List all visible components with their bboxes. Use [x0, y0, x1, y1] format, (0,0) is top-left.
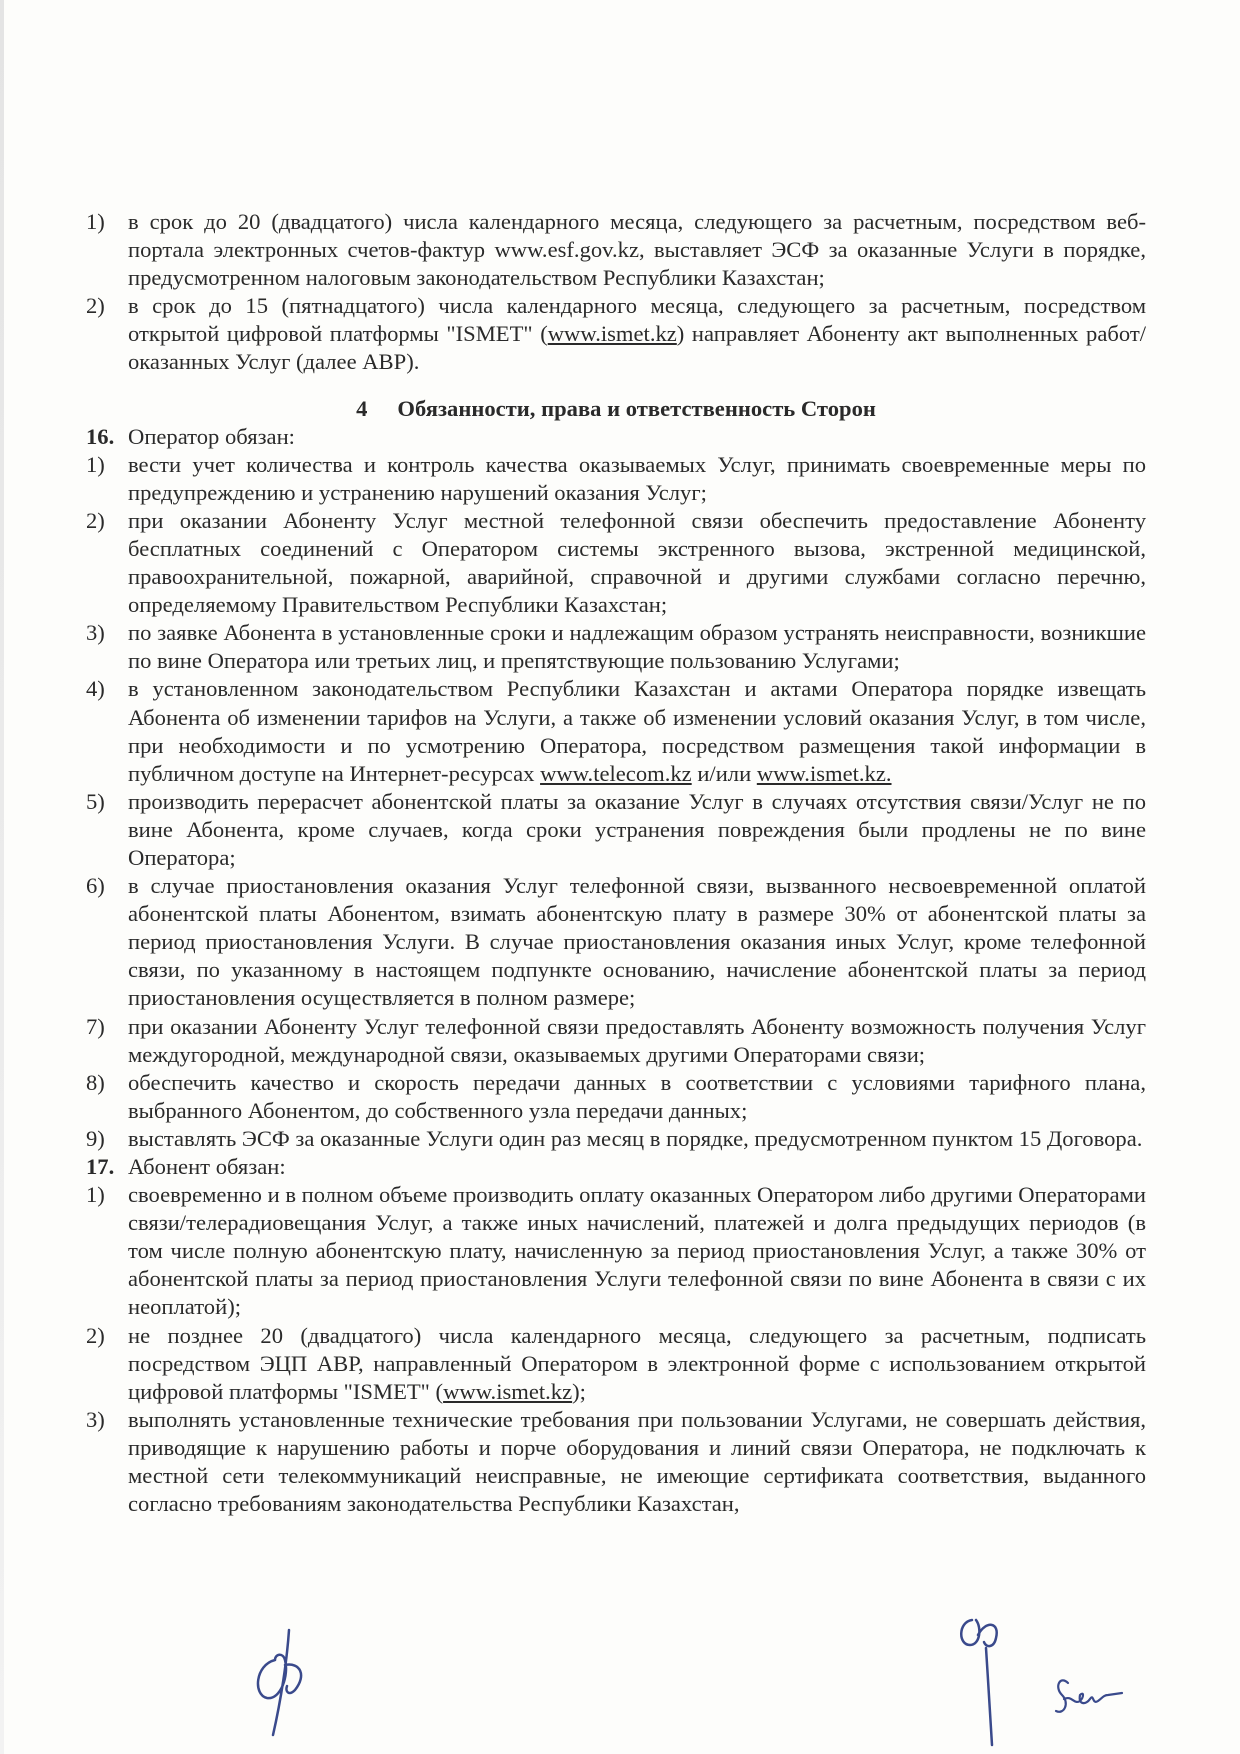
item-text-before: не позднее 20 (двадцатого) числа календарного месяца, следующего за расчетным, подписать посредством ЭЦП АВР, направленный Оператором в электронной форме с использованием открытой цифровой платформы "ISMET" ( [128, 1322, 1146, 1404]
document-page [86, 208, 1146, 1518]
item-text: выполнять установленные технические требования при пользовании Услугами, не совершать действия, приводящие к нарушению работы и порче оборудования и линий связи Оператора, не подключать к местной сети телекоммуникаций неисправные, не имеющие сертификата соответствия, выданного согласно требованиям законодательства Республики Казахстан, [128, 1406, 1146, 1517]
telecom-link[interactable]: www.telecom.kz [540, 760, 692, 786]
signature-right-2-icon [1050, 1665, 1130, 1725]
item-text-after: ); [572, 1378, 586, 1404]
clause-title: Абонент обязан: [128, 1154, 286, 1179]
item-text: в случае приостановления оказания Услуг телефонной связи, вызванного несвоевременной оплатой абонентской платы Абонентом, взимать абонентскую плату в размере 30% от абонентской платы за период приостановления Услуги. В случае приостановления оказания иных Услуг, кроме телефонной связи, по указанному в настоящем подпункте основанию, начисление абонентской платы за период приостановления осуществляется в полном размере; [128, 873, 1146, 1011]
clause-title: Оператор обязан: [128, 423, 295, 449]
clause-16-item-9 [86, 1125, 1146, 1153]
item-number: 8) [86, 1069, 105, 1095]
clause-16-title [86, 423, 1146, 451]
clause-16-item-8 [86, 1069, 1146, 1125]
item-number: 5) [86, 788, 105, 814]
item-text-after: ) направляет Абоненту акт выполненных работ/оказанных Услуг (далее АВР). [128, 321, 1146, 375]
clause-17-item-3 [86, 1406, 1146, 1518]
clause-16-item-6 [86, 872, 1146, 1012]
item-number: 1) [86, 451, 105, 477]
item-number: 6) [86, 873, 105, 899]
item-text [128, 1322, 1146, 1406]
item-text: производить перерасчет абонентской платы за оказание Услуг в случаях отсутствия связи/Услуг не по вине Абонента, кроме случаев, когда сроки устранения повреждения были продлены не по вине Оператора; [128, 788, 1146, 870]
clause-17-item-1 [86, 1181, 1146, 1321]
signature-right-1-icon [950, 1600, 1020, 1750]
item-number: 2) [86, 507, 105, 533]
top-item-2 [86, 292, 1146, 376]
item-number: 2) [86, 1322, 105, 1348]
clause-16-item-5 [86, 788, 1146, 872]
item-number: 1) [86, 1182, 105, 1208]
section-heading [86, 395, 1146, 423]
item-text: своевременно и в полном объеме производить оплату оказанных Оператором либо другими Операторами связи/телерадиовещания Услуг, а также иных начислений, платежей и долга предыдущих периодов (в том числе полную абонентскую плату, начисленную за период приостановления Услуг, а также 30% от абонентской платы за период приостановления Услуги телефонной связи по вине Абонента в связи с их неоплатой); [128, 1182, 1146, 1320]
clause-number: 16. [86, 423, 115, 449]
item-text: по заявке Абонента в установленные сроки и надлежащим образом устранять неисправности, возникшие по вине Оператора или третьих лиц, и препятствующие пользованию Услугами; [128, 620, 1146, 674]
item-text: вести учет количества и контроль качества оказываемых Услуг, принимать своевременные меры по предупреждению и устранению нарушений оказания Услуг; [128, 451, 1146, 505]
item-number: 2) [86, 293, 105, 319]
top-item-1 [86, 208, 1146, 292]
clause-17-title [86, 1153, 1146, 1181]
item-number: 3) [86, 620, 105, 646]
item-text [128, 292, 1146, 376]
clause-16-item-1 [86, 451, 1146, 507]
signature-left-icon [245, 1620, 325, 1740]
clause-16-item-7 [86, 1013, 1146, 1069]
ismet-link[interactable]: www.ismet.kz [443, 1378, 573, 1404]
item-text: при оказании Абоненту Услуг местной телефонной связи обеспечить предоставление Абоненту бесплатных соединений с Оператором системы экстренного вызова, экстренной медицинской, правоохранительной, пожарной, аварийной, справочной и другими службами согласно перечню, определяемому Правительством Республики Казахстан; [128, 507, 1146, 618]
item-number: 4) [86, 676, 105, 702]
item-text: выставлять ЭСФ за оказанные Услуги один раз месяц в порядке, предусмотренном пунктом 15 Договора. [128, 1125, 1143, 1151]
clause-16-item-3 [86, 619, 1146, 675]
item-text-middle: и/или [691, 760, 757, 786]
clause-number: 17. [86, 1154, 115, 1179]
item-text [128, 675, 1146, 787]
item-text: обеспечить качество и скорость передачи данных в соответствии с условиями тарифного плана, выбранного Абонентом, до собственного узла передачи данных; [128, 1069, 1146, 1123]
item-number: 3) [86, 1406, 105, 1432]
clause-16-item-4 [86, 675, 1146, 787]
item-number: 1) [86, 209, 105, 234]
section-title: Обязанности, права и ответственность Сторон [397, 395, 876, 421]
ismet-link[interactable]: www.ismet.kz [547, 321, 677, 347]
section-number: 4 [356, 395, 368, 421]
scan-edge [0, 0, 4, 1754]
item-text-before: в срок до 15 (пятнадцатого) числа календарного месяца, следующего за расчетным, посредством открытой цифровой платформы "ISMET" ( [128, 293, 1146, 347]
clause-16-item-2 [86, 507, 1146, 619]
item-number: 7) [86, 1013, 105, 1039]
item-number: 9) [86, 1125, 105, 1151]
ismet-link[interactable]: www.ismet.kz. [756, 760, 892, 786]
item-text: в срок до 20 (двадцатого) числа календарного месяца, следующего за расчетным, посредством веб-портала электронных счетов-фактур www.esf.gov.kz, выставляет ЭСФ за оказанные Услуги в порядке, предусмотренном налоговым законодательством Республики Казахстан; [128, 209, 1146, 291]
item-text: при оказании Абоненту Услуг телефонной связи предоставлять Абоненту возможность получения Услуг междугородной, международной связи, оказываемых другими Операторами связи; [128, 1013, 1146, 1067]
clause-17-item-2 [86, 1322, 1146, 1406]
item-text-before: в установленном законодательством Республики Казахстан и актами Оператора порядке извещать Абонента об изменении тарифов на Услуги, а также об изменении условий оказания Услуг, в том числе, при необходимости и по усмотрению Оператора, посредством размещения такой информации в публичном доступе на Интернет-ресурсах [128, 676, 1146, 786]
